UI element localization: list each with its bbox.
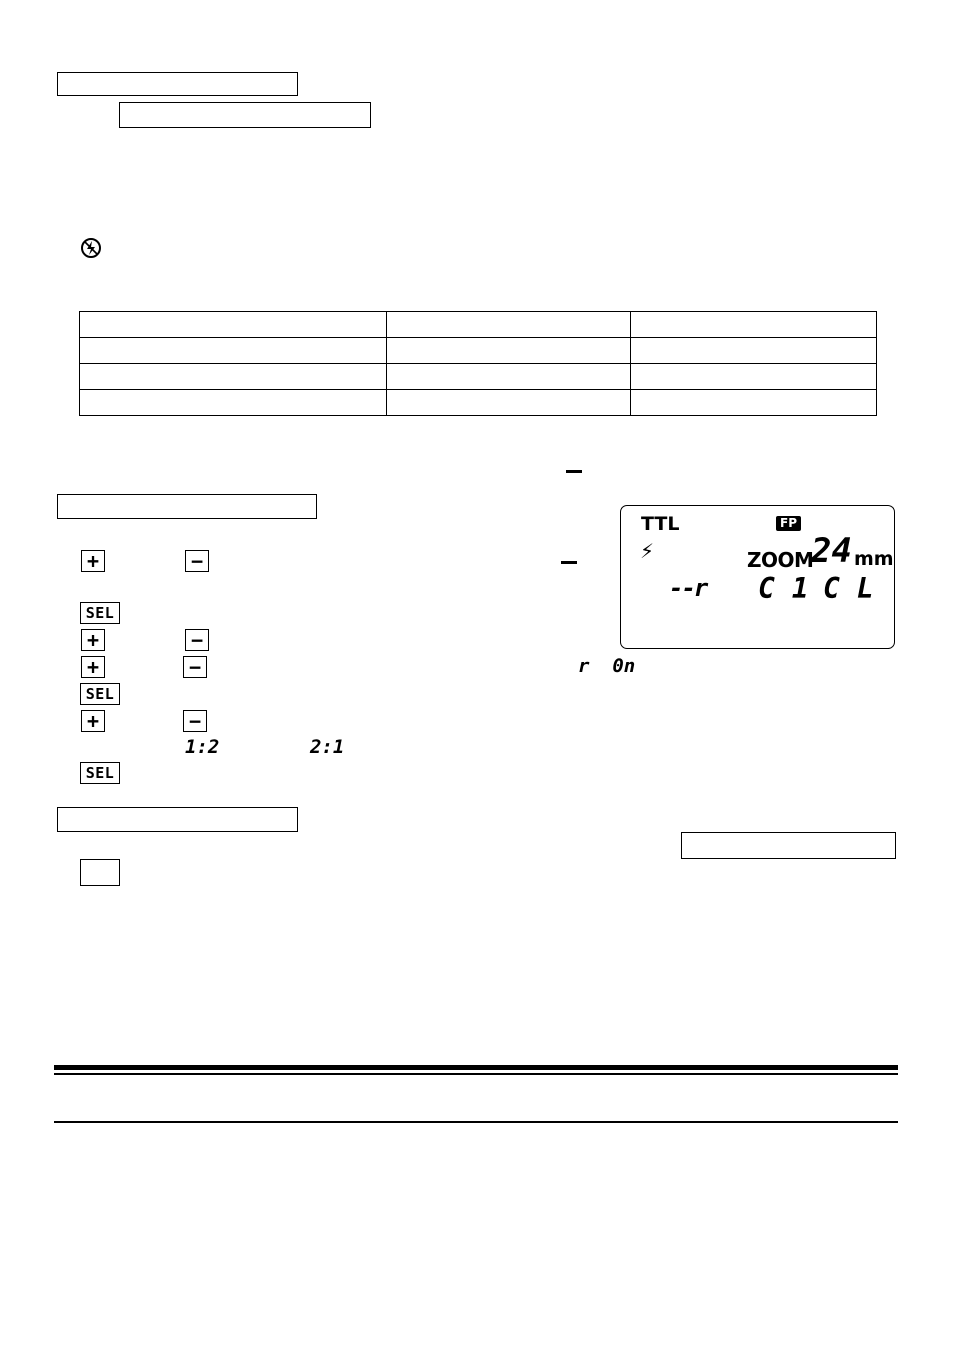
plus-button[interactable]: +: [81, 656, 105, 678]
minus-icon: [561, 561, 577, 564]
minus-button[interactable]: −: [185, 629, 209, 651]
table-cell: [387, 338, 631, 364]
sel-button[interactable]: SEL: [80, 762, 120, 784]
table-row: [80, 390, 877, 416]
sel-button[interactable]: SEL: [80, 602, 120, 624]
section-heading-3: [57, 807, 298, 832]
ratio-2-1-readout: 2:1: [310, 736, 345, 758]
table-cell: [387, 312, 631, 338]
section-subheading-1: [119, 102, 371, 128]
lcd-readout-r: --r: [669, 574, 707, 602]
zoom-unit: mm: [854, 548, 894, 570]
flash-icon: ⚡: [640, 539, 655, 563]
section-heading-1: [57, 72, 298, 96]
minus-icon: [566, 470, 582, 473]
thin-divider: [54, 1073, 898, 1075]
spec-table: [79, 311, 877, 416]
table-cell: [80, 390, 387, 416]
table-row: [80, 338, 877, 364]
ratio-1-2-readout: 1:2: [185, 736, 220, 758]
r-on-readout: r 0n: [578, 655, 636, 677]
fp-badge: FP: [776, 516, 801, 531]
sel-button[interactable]: SEL: [80, 683, 120, 705]
table-cell: [631, 390, 877, 416]
zoom-value: 24: [811, 531, 852, 571]
bottom-divider: [54, 1121, 898, 1123]
table-cell: [387, 364, 631, 390]
table-row: [80, 312, 877, 338]
table-cell: [631, 312, 877, 338]
blank-button[interactable]: [80, 859, 120, 886]
table-cell: [631, 338, 877, 364]
lcd-readout-c1: C 1: [758, 572, 809, 605]
zoom-label: ZOOM: [747, 548, 814, 572]
lcd-mode-label: TTL: [641, 513, 680, 535]
no-flash-icon: [80, 237, 102, 259]
minus-button[interactable]: −: [183, 656, 207, 678]
section-heading-2: [57, 494, 317, 519]
thick-divider: [54, 1065, 898, 1070]
table-cell: [631, 364, 877, 390]
plus-button[interactable]: +: [81, 550, 105, 572]
table-cell: [80, 338, 387, 364]
table-cell: [80, 364, 387, 390]
minus-button[interactable]: −: [183, 710, 207, 732]
table-cell: [387, 390, 631, 416]
flash-lcd-panel: [620, 505, 895, 649]
lcd-readout-cl: C L: [823, 572, 874, 605]
plus-button[interactable]: +: [81, 710, 105, 732]
minus-button[interactable]: −: [185, 550, 209, 572]
plus-button[interactable]: +: [81, 629, 105, 651]
section-heading-4: [681, 832, 896, 859]
table-row: [80, 364, 877, 390]
table-cell: [80, 312, 387, 338]
